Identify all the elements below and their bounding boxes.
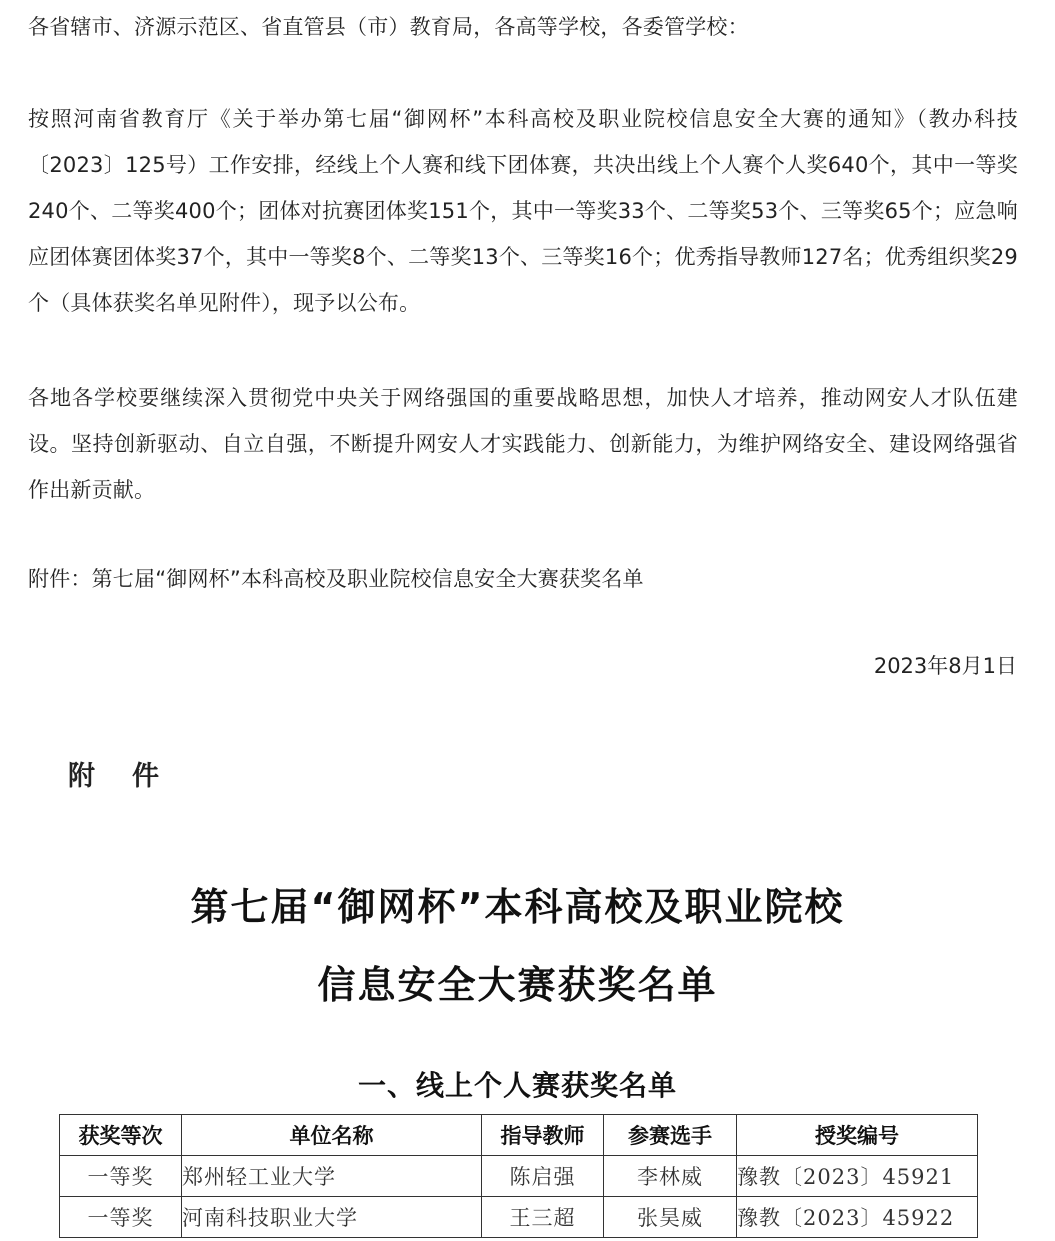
- attachment-heading: [68, 754, 160, 793]
- table-header-row: [60, 1115, 978, 1156]
- cell-award-code: 豫教〔2023〕45922: [737, 1197, 978, 1238]
- salutation: 各省辖市、济源示范区、省直管县（市）教育局，各高等学校，各委管学校：: [28, 15, 749, 39]
- cell-award-code: 豫教〔2023〕45921: [737, 1156, 978, 1197]
- table-row: [60, 1156, 978, 1197]
- issue-date: 2023年8月1日: [873, 654, 1017, 678]
- table-row: [60, 1197, 978, 1238]
- cell-award-level: 一等奖: [60, 1197, 182, 1238]
- document-title-line-1: 第七届“御网杯”本科高校及职业院校: [190, 885, 845, 929]
- attachment-heading-char-1: 附: [68, 761, 96, 792]
- attachment-note: 附件：第七届“御网杯”本科高校及职业院校信息安全大赛获奖名单: [28, 567, 644, 591]
- cell-player: 李林威: [604, 1156, 737, 1197]
- header-award-code: 授奖编号: [737, 1115, 978, 1156]
- cell-unit-name: 郑州轻工业大学: [182, 1156, 482, 1197]
- header-unit-name: 单位名称: [182, 1115, 482, 1156]
- cell-award-level: 一等奖: [60, 1156, 182, 1197]
- body-paragraph-2: 各地各学校要继续深入贯彻党中央关于网络强国的重要战略思想，加快人才培养，推动网安人才队伍建设。坚持创新驱动、自立自强，不断提升网安人才实践能力、创新能力，为维护网络安全、建设网络强省作出新贡献。: [28, 386, 1018, 502]
- cell-teacher: 陈启强: [482, 1156, 604, 1197]
- header-player: 参赛选手: [604, 1115, 737, 1156]
- cell-unit-name: 河南科技职业大学: [182, 1197, 482, 1238]
- section-title-online-individual: 一、线上个人赛获奖名单: [357, 1069, 677, 1102]
- body-paragraph-1: 按照河南省教育厅《关于举办第七届“御网杯”本科高校及职业院校信息安全大赛的通知》（教办科技〔2023〕125号）工作安排，经线上个人赛和线下团体赛，共决出线上个人赛个人奖640个，其中一等奖240个、二等奖400个；团体对抗赛团体奖151个，其中一等奖33个、二等奖53个、三等奖65个；应急响应团体赛团体奖37个，其中一等奖8个、二等奖13个、三等奖16个；优秀指导教师127名；优秀组织奖29个（具体获奖名单见附件），现予以公布。: [28, 107, 1018, 315]
- cell-player: 张昊威: [604, 1197, 737, 1238]
- awards-table: [59, 1114, 978, 1238]
- document-title-line-2: 信息安全大赛获奖名单: [317, 963, 718, 1007]
- cell-teacher: 王三超: [482, 1197, 604, 1238]
- header-teacher: 指导教师: [482, 1115, 604, 1156]
- header-award-level: 获奖等次: [60, 1115, 182, 1156]
- attachment-heading-char-2: 件: [132, 761, 160, 792]
